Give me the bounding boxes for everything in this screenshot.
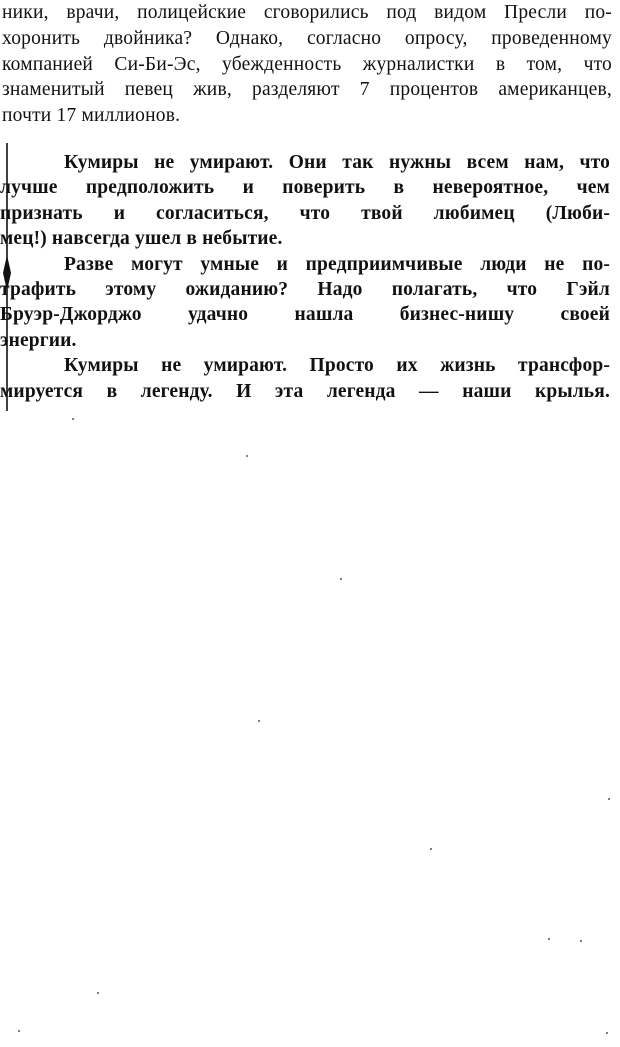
speck: [258, 720, 260, 722]
intro-line: знаменитый певец жив, разделяют 7 процентов американцев,: [2, 79, 612, 101]
speck: [18, 1030, 20, 1032]
intro-line: почти 17 миллионов.: [2, 105, 181, 127]
speck: [72, 418, 74, 420]
quote-paragraph-2: [0, 252, 610, 354]
quote-line: мируется в легенду. И эта легенда — наши крылья.: [0, 380, 610, 402]
speck: [97, 992, 99, 994]
speck: [580, 940, 582, 942]
quote-line: энергии.: [0, 329, 77, 351]
quote-paragraph-1: [0, 150, 610, 252]
quote-line: Кумиры не умирают. Они так нужны всем нам, что: [64, 152, 610, 173]
speck: [608, 798, 610, 800]
quote-line: Кумиры не умирают. Просто их жизнь трансфор-: [64, 355, 610, 377]
quote-line: признать и согласиться, что твой любимец (Люби-: [0, 202, 610, 224]
speck: [430, 848, 432, 850]
intro-line: ники, врачи, полицейские сговорились под видом Пресли по-: [2, 2, 612, 23]
quote-line: лучше предположить и поверить в невероятное, чем: [0, 177, 610, 199]
quote-paragraph-3: [0, 353, 610, 404]
intro-line: компанией Си-Би-Эс, убежденность журналистки в том, что: [2, 53, 612, 75]
quote-block: [0, 150, 610, 404]
speck: [548, 938, 550, 940]
intro-paragraph: [2, 0, 612, 129]
quote-line: трафить этому ожиданию? Надо полагать, что Гэйл: [0, 278, 610, 300]
quote-line: мец!) навсегда ушел в небытие.: [0, 228, 283, 250]
speck: [606, 1032, 608, 1034]
quote-line: Разве могут умные и предприимчивые люди не по-: [64, 253, 610, 275]
speck: [340, 578, 342, 580]
intro-line: хоронить двойника? Однако, согласно опросу, проведенному: [2, 27, 612, 49]
speck: [246, 455, 248, 457]
quote-line: Бруэр-Джорджо удачно нашла бизнес-нишу своей: [0, 304, 610, 326]
